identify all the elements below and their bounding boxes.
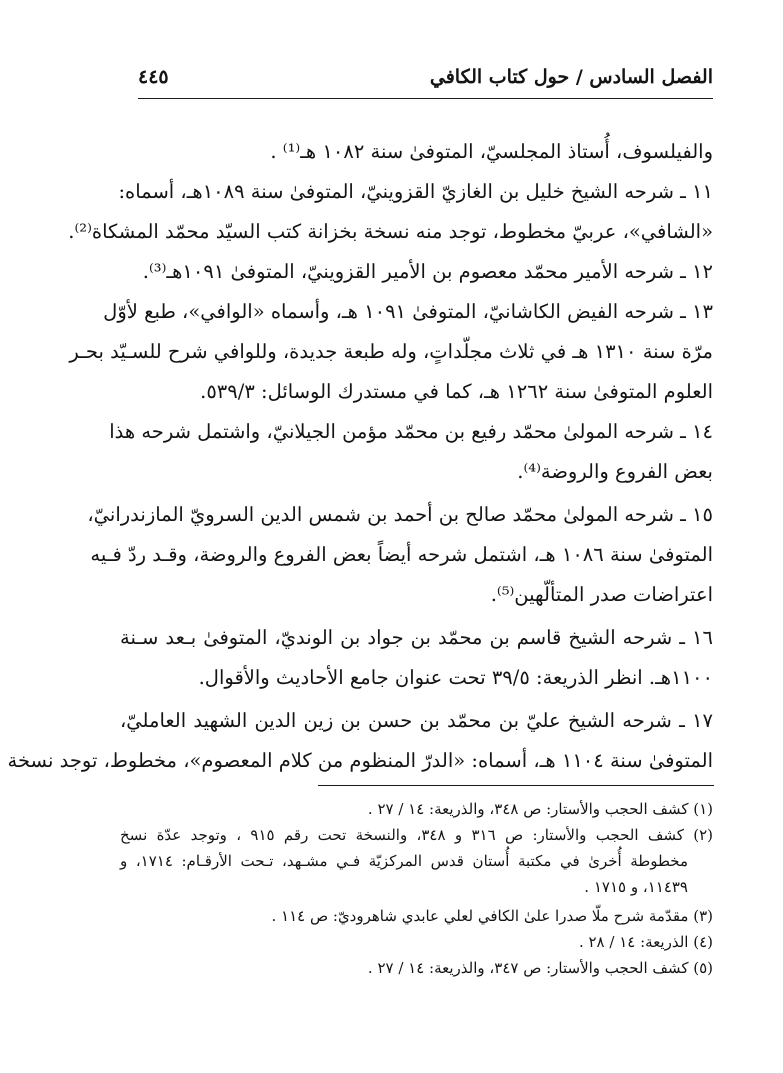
text-line: ١٦ ـ شرحه الشيخ قاسم بن محمّد بن جواد بن الونديّ، المتوفىٰ بـعد سـنة <box>120 626 713 649</box>
text-line: ١١٠٠هـ. انظر الذريعة: ٣٩/٥ تحت عنوان جامع الأحاديث والأقوال. <box>198 666 713 689</box>
text-line: ١٤ ـ شرحه المولىٰ محمّد رفيع بن محمّد مؤمن الجيلانيّ، واشتمل شرحه هذا <box>109 420 713 443</box>
text-line: المتوفىٰ سنة ١١٠٤ هـ، أسماه: «الدرّ المنظوم من كلام المعصوم»، مخطوط، توجد نسخة <box>7 749 713 772</box>
footnote-continuation: ١١٤٣٩، و ١٧١٥ . <box>584 878 688 896</box>
page-header <box>138 62 713 99</box>
text-line: ١١ ـ شرحه الشيخ خليل بن الغازيّ القزوينيّ، المتوفىٰ سنة ١٠٨٩هـ، أسماه: <box>118 180 713 203</box>
footnote: (٣) مقدّمة شرح ملّا صدرا علىٰ الكافي لعلي عابدي شاهروديّ: ص ١١٤ . <box>271 907 713 925</box>
text-line: والفيلسوف، أُستاذ المجلسيّ، المتوفىٰ سنة ١٠٨٢ هـ⁽¹⁾ . <box>270 140 713 163</box>
text-line: اعتراضات صدر المتألّهين⁽⁵⁾. <box>490 583 713 606</box>
page-number: ٤٤٥ <box>138 66 169 88</box>
running-title: الفصل السادس / حول كتاب الكافي <box>429 66 713 88</box>
text-line: العلوم المتوفىٰ سنة ١٢٦٢ هـ، كما في مستدرك الوسائل: ٥٣٩/٣. <box>200 380 713 403</box>
text-line: المتوفىٰ سنة ١٠٨٦ هـ، اشتمل شرحه أيضاً بعض الفروع والروضة، وقـد ردّ فـيه <box>90 543 713 566</box>
footnote-continuation: مخطوطة أُخرىٰ في مكتبة أُستان قدس المركزيّة فـي مشـهد، تـحت الأرقـام: ١٧١٤، و <box>120 852 688 870</box>
footnote: (٥) كشف الحجب والأستار: ص ٣٤٧، والذريعة: ١٤ / ٢٧ . <box>367 959 713 977</box>
text-line: بعض الفروع والروضة⁽⁴⁾. <box>517 460 713 483</box>
text-line: «الشافي»، عربيّ مخطوط، توجد منه نسخة بخزانة كتب السيّد محمّد المشكاة⁽²⁾. <box>68 220 713 243</box>
text-line: ١٣ ـ شرحه الفيض الكاشانيّ، المتوفىٰ ١٠٩١ هـ، وأسماه «الوافي»، طبع لأوّل <box>103 300 713 323</box>
footnote: (١) كشف الحجب والأستار: ص ٣٤٨، والذريعة: ١٤ / ٢٧ . <box>367 800 713 818</box>
footnote: (٤) الذريعة: ١٤ / ٢٨ . <box>578 933 713 951</box>
text-line: ١٧ ـ شرحه الشيخ عليّ بن محمّد بن حسن بن زين الدين الشهيد العامليّ، <box>120 709 713 732</box>
text-line: ١٥ ـ شرحه المولىٰ محمّد صالح بن أحمد بن شمس الدين السرويّ المازندرانيّ، <box>87 503 713 526</box>
text-line: ١٢ ـ شرحه الأمير محمّد معصوم بن الأمير القزوينيّ، المتوفىٰ ١٠٩١هـ⁽³⁾. <box>142 260 713 283</box>
footnote-separator <box>318 785 714 786</box>
text-line: مرّة سنة ١٣١٠ هـ في ثلاث مجلّداتٍ، وله طبعة جديدة، وللوافي شرح للسـيّد بحـر <box>69 340 713 363</box>
footnote: (٢) كشف الحجب والأستار: ص ٣١٦ و ٣٤٨، والنسخة تحت رقم ٩١٥ ، وتوجد عدّة نسخ <box>120 826 714 844</box>
